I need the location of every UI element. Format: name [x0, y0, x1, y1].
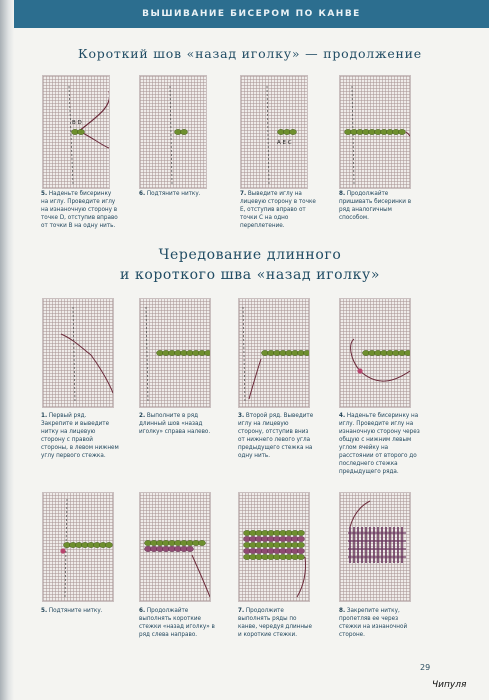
step-text: Выполните в ряд длинный шов «назад иголку» справа налево.: [139, 412, 211, 435]
step-text: Первый ряд. Закрепите и выведите нитку на лицевую сторону с правой стороны, в левом нижнем углу первого стежка.: [41, 412, 119, 459]
step-labels-aec: A E C: [277, 140, 292, 146]
caption-mid-4: [339, 412, 423, 476]
step-number: 2.: [139, 412, 146, 419]
watermark: Чипуля: [432, 680, 467, 690]
caption-mid-2: [139, 412, 217, 436]
caption-mid-3: [238, 412, 316, 460]
step-number: 8.: [339, 607, 346, 614]
step-number: 8.: [339, 190, 346, 197]
step-image-bottom-5: [42, 492, 114, 602]
step-image-bottom-8: [339, 492, 411, 602]
step-text: Второй ряд. Выведите иглу на лицевую сторону, отступив вниз от нижнего левого угла предыдущего стежка на одну нить.: [238, 412, 314, 459]
step-number: 6.: [139, 190, 146, 197]
step-text: Подтяните нитку.: [48, 607, 103, 614]
step-number: 1.: [41, 412, 48, 419]
step-text: Продолжайте выполнять короткие стежки «назад иголку» в ряд слева направо.: [139, 607, 215, 638]
page-header: [14, 0, 489, 28]
section-title-2: [30, 245, 470, 285]
caption-top-5: [41, 190, 119, 230]
caption-bottom-7: [238, 607, 316, 639]
step-number: 4.: [339, 412, 346, 419]
step-image-top-7: [240, 75, 308, 189]
step-number: 5.: [41, 190, 48, 197]
step-image-mid-1: [42, 298, 114, 408]
step-number: 5.: [41, 607, 48, 614]
step-number: 7.: [238, 607, 245, 614]
step-image-mid-4: [339, 298, 411, 408]
caption-top-8: [339, 190, 417, 222]
section-title-1: Короткий шов «назад иголку» — продолжение: [77, 46, 422, 61]
step-text: Выведите иглу на лицевую сторону в точке E, отступив вправо от точки C на одно переплетение.: [240, 190, 316, 229]
step-text: Закрепите нитку, пропетляв ее через стежки на изнаночной стороне.: [339, 607, 408, 638]
caption-top-7: [240, 190, 318, 230]
step-text: Продолжите выполнять ряды по канве, чередуя длинные и короткие стежки.: [238, 607, 313, 638]
book-spine: [0, 0, 14, 700]
section-title-2-line2: и короткого шва «назад иголку»: [119, 267, 381, 283]
step-image-top-6: [139, 75, 207, 189]
step-image-mid-3: [238, 298, 310, 408]
section-title-2-line1: Чередование длинного: [158, 247, 342, 263]
step-image-bottom-6: [139, 492, 211, 602]
step-number: 3.: [238, 412, 245, 419]
caption-bottom-6: [139, 607, 217, 639]
page-number: 29: [420, 663, 431, 672]
step-text: Наденьте бисеринку на иглу. Проведите иглу на изнаночную сторону в точке D, отступив вправо от точки B на одну нить.: [41, 190, 118, 229]
caption-top-6: [139, 190, 217, 198]
caption-bottom-8: [339, 607, 417, 639]
step-text: Наденьте бисеринку на иглу. Проведите иглу на изнаночную сторону через общую с нижним левым углом ячейку на расстоянии от второго до последнего стежка предыдущего ряда.: [339, 412, 420, 475]
caption-bottom-5: [41, 607, 119, 615]
caption-mid-1: [41, 412, 119, 460]
step-number: 6.: [139, 607, 146, 614]
step-text: Продолжайте пришивать бисеринки в ряд аналогичным способом.: [339, 190, 412, 221]
step-number: 7.: [240, 190, 247, 197]
header-title: ВЫШИВАНИЕ БИСЕРОМ ПО КАНВЕ: [142, 9, 361, 19]
step-labels-bd: B D: [72, 120, 82, 126]
step-text: Подтяните нитку.: [146, 190, 201, 197]
step-image-bottom-7: [238, 492, 310, 602]
step-image-mid-2: [139, 298, 211, 408]
step-image-top-8: [339, 75, 411, 189]
step-image-top-5: [42, 75, 110, 189]
